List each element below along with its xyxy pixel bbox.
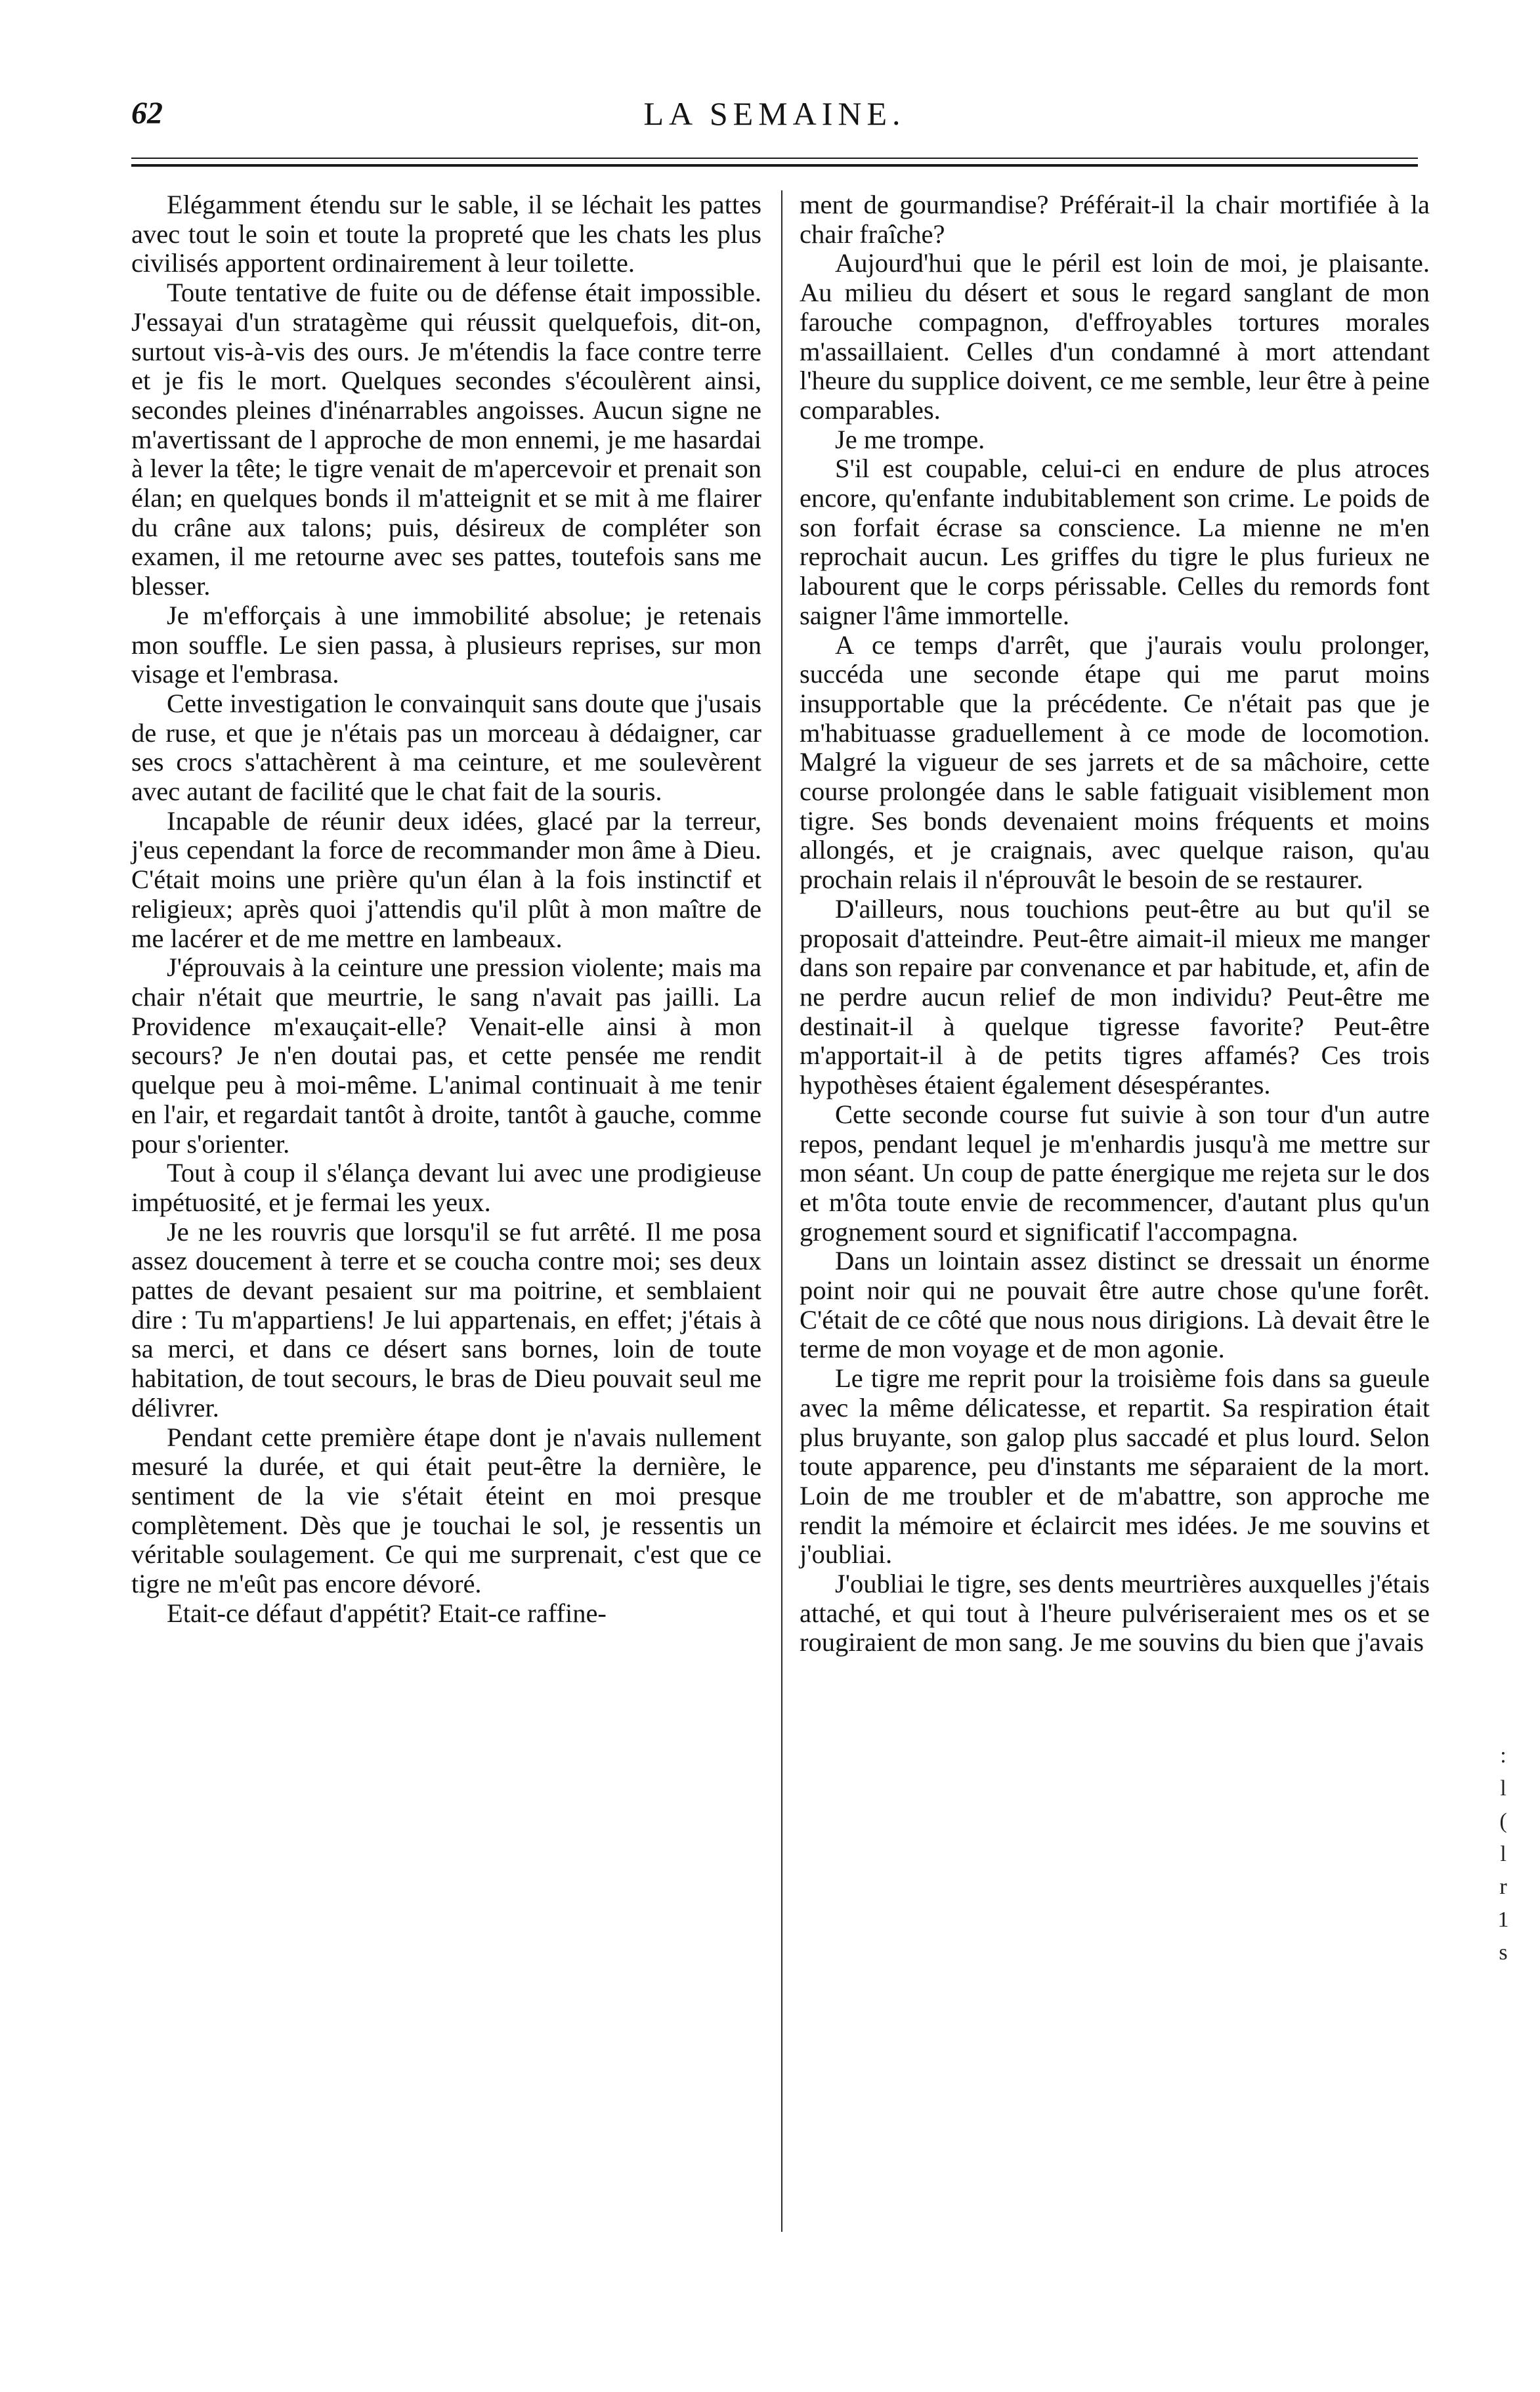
page-number: 62: [131, 96, 163, 131]
margin-letter: r: [1499, 1875, 1507, 1899]
margin-letter: 1: [1497, 1908, 1509, 1932]
header-rule-thick: [131, 164, 1418, 167]
left-column: [131, 190, 761, 1628]
header-rule-thin: [131, 158, 1418, 159]
paragraph: Elégamment étendu sur le sable, il se léchait les pattes avec tout le soin et toute la propreté que les chats les plus civilisés apportent ordinairement à leur toilette.: [131, 190, 761, 278]
margin-bleed-letters: [1493, 1740, 1513, 1969]
running-title: LA SEMAINE.: [643, 95, 906, 132]
paragraph: J'oubliai le tigre, ses dents meurtrières auxquelles j'étais attaché, et qui tout à l'heure pulvériseraient mes os et se rougiraient de mon sang. Je me souvins du bien que j'avais: [800, 1569, 1430, 1657]
paragraph-continued: ment de gourmandise? Préférait-il la chair mortifiée à la chair fraîche?: [800, 190, 1430, 249]
paragraph: D'ailleurs, nous touchions peut-être au but qu'il se proposait d'atteindre. Peut-être aimait-il mieux me manger dans son repaire par convenance et par habitude, et, afin de ne perdre aucun relief de mon individu? Peut-être me destinait-il à quelque tigresse favorite? Peut-être m'apportait-il à de petits tigres affamés? Ces trois hypothèses étaient également désespérantes.: [800, 893, 1430, 1100]
paragraph: Pendant cette première étape dont je n'avais nullement mesuré la durée, et qui était peut-être la dernière, le sentiment de la vie s'était éteint en moi presque complètement. Dès que je touchai le sol, je ressentis un véritable soulagement. Ce qui me surprenait, c'est que ce tigre ne m'eût pas encore dévoré.: [131, 1422, 761, 1599]
paragraph: Je m'efforçais à une immobilité absolue; je retenais mon souffle. Le sien passa, à plusieurs reprises, sur mon visage et l'embrasa.: [131, 600, 761, 689]
paragraph: Cette investigation le convainquit sans doute que j'usais de ruse, et que je n'étais pas un morceau à dédaigner, car ses crocs s'attachèrent à ma ceinture, et me soulevèrent avec autant de facilité que le chat fait de la souris.: [131, 688, 761, 807]
paragraph: Toute tentative de fuite ou de défense était impossible. J'essayai d'un stratagème qui réussit quelquefois, dit-on, surtout vis-à-vis des ours. Je m'étendis la face contre terre et je fis le mort. Quelques secondes s'écoulèrent ainsi, secondes pleines d'inénarrables angoisses. Aucun signe ne m'avertissant de l approche de mon ennemi, je me hasardai à lever la tête; le tigre venait de m'apercevoir et prenait son élan; en quelques bonds il m'atteignit et se mit à me flairer du crâne aux talons; puis, désireux de compléter son examen, il me retourne avec ses pattes, toutefois sans me blesser.: [131, 278, 761, 601]
margin-letter: :: [1500, 1743, 1507, 1768]
margin-letter: l: [1500, 1842, 1507, 1866]
paragraph: Incapable de réunir deux idées, glacé par la terreur, j'eus cependant la force de recommander mon âme à Dieu. C'était moins une prière qu'un élan à la fois instinctif et religieux; après quoi j'attendis qu'il plût à mon maître de me lacérer et de me mettre en lambeaux.: [131, 805, 761, 953]
right-column: [800, 190, 1430, 1657]
paragraph: Je ne les rouvris que lorsqu'il se fut arrêté. Il me posa assez doucement à terre et se coucha contre moi; ses deux pattes de devant pesaient sur ma poitrine, et semblaient dire : Tu m'appartiens! Je lui appartenais, en effet; j'étais à sa merci, et dans ce désert sans bornes, loin de toute habitation, de tout secours, le bras de Dieu pouvait seul me délivrer.: [131, 1216, 761, 1422]
paragraph: J'éprouvais à la ceinture une pression violente; mais ma chair n'était que meurtrie, le sang n'avait pas jailli. La Providence m'exauçait-elle? Venait-elle ainsi à mon secours? Je n'en doutai pas, et cette pensée me rendit quelque peu à moi-même. L'animal continuait à me tenir en l'air, et regardait tantôt à droite, tantôt à gauche, comme pour s'orienter.: [131, 952, 761, 1159]
paragraph: Aujourd'hui que le péril est loin de moi, je plaisante. Au milieu du désert et sous le regard sanglant de mon farouche compagnon, d'effroyables tortures morales m'assaillaient. Celles d'un condamné à mort attendant l'heure du supplice doivent, ce me semble, leur être à peine comparables.: [800, 248, 1430, 425]
paragraph: Je me trompe.: [835, 424, 985, 454]
paragraph: Le tigre me reprit pour la troisième fois dans sa gueule avec la même délicatesse, et repartit. Sa respiration était plus bruyante, son galop plus saccadé et plus lourd. Selon toute apparence, peu d'instants me séparaient de la mort. Loin de me troubler et de m'abattre, son approche me rendit la mémoire et éclaircit mes idées. Je me souvins et j'oubliai.: [800, 1363, 1430, 1570]
margin-letter: (: [1499, 1809, 1507, 1833]
margin-letter: l: [1500, 1776, 1507, 1801]
page-header: [131, 91, 1418, 137]
column-divider: [781, 190, 782, 2232]
paragraph: S'il est coupable, celui-ci en endure de plus atroces encore, qu'enfante indubitablement son crime. Le poids de son forfait écrase sa conscience. La mienne ne m'en reprochait aucun. Les griffes du tigre le plus furieux ne labourent que le corps périssable. Celles du remords font saigner l'âme immortelle.: [800, 454, 1430, 630]
paragraph: Tout à coup il s'élança devant lui avec une prodigieuse impétuosité, et je fermai les yeux.: [131, 1158, 761, 1217]
paragraph: A ce temps d'arrêt, que j'aurais voulu prolonger, succéda une seconde étape qui me parut moins insupportable que la précédente. Ce n'était pas que je m'habituasse graduellement à ce mode de locomotion. Malgré la vigueur de ses jarrets et de sa mâchoire, cette course prolongée dans le sable fatiguait visiblement mon tigre. Ses bonds devenaient moins fréquents et moins allongés, et je craignais, avec quelque raison, qu'au prochain relais il n'éprouvât le besoin de se restaurer.: [800, 630, 1430, 895]
paragraph: Cette seconde course fut suivie à son tour d'un autre repos, pendant lequel je m'enhardis jusqu'à me mettre sur mon séant. Un coup de patte énergique me rejeta sur le dos et m'ôta toute envie de recommencer, d'autant plus qu'un grognement sourd et significatif l'accompagna.: [800, 1099, 1430, 1247]
paragraph: Etait-ce défaut d'appétit? Etait-ce raffine-: [167, 1598, 607, 1628]
paragraph: Dans un lointain assez distinct se dressait un énorme point noir qui ne pouvait être autre chose qu'une forêt. C'était de ce côté que nous nous dirigions. Là devait être le terme de mon voyage et de mon agonie.: [800, 1246, 1430, 1364]
margin-letter: s: [1499, 1940, 1508, 1965]
